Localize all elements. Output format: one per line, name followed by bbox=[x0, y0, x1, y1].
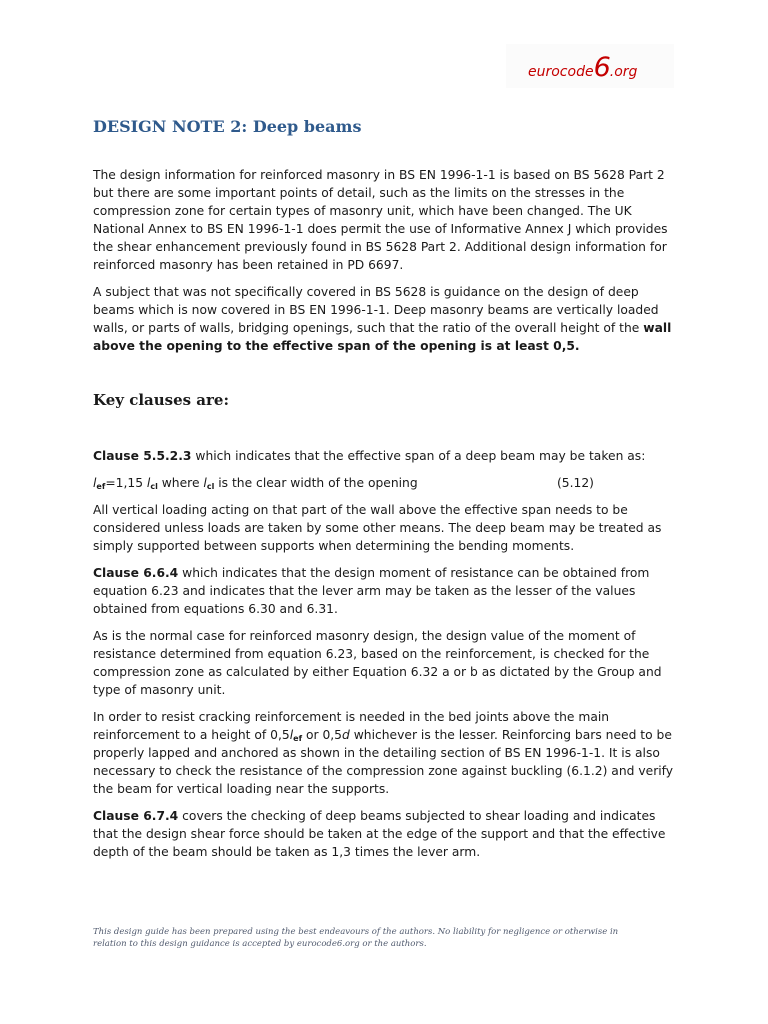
intro-paragraph: The design information for reinforced masonry in BS EN 1996-1-1 is based on BS 5628 Part 2 but there are some important points of detail, such as the limits on the stresses in the compression zone for certain types of masonry unit, which have been changed. The UK National Annex to BS EN 1996-1-1 does permit the use of Informative Annex J which provides the shear enhancement previously found in BS 5628 Part 2. Additional design information for reinforced masonry has been retained in PD 6697. bbox=[93, 168, 668, 272]
disclaimer-footer: This design guide has been prepared using the best endeavours of the authors. No liability for negligence or otherwise in relation to this design guidance is accepted by eurocode6.org or the authors. bbox=[93, 927, 619, 949]
site-logo bbox=[506, 44, 674, 88]
clause-6-6-4-text: which indicates that the design moment of resistance can be obtained from equation 6.23 and indicates that the lever arm may be taken as the lesser of the values obtained from equations 6.30 and 6.31. bbox=[93, 566, 650, 616]
equation-var-l: l bbox=[93, 476, 97, 490]
clause-5-5-2-3-label: Clause 5.5.2.3 bbox=[93, 449, 192, 463]
clause-5-5-2-3-paragraph bbox=[93, 447, 683, 465]
clause-6-6-4-label: Clause 6.6.4 bbox=[93, 566, 179, 580]
cracking-sub-ef: ef bbox=[293, 734, 303, 743]
cracking-text-3: whichever is the lesser. Reinforcing bars need to be properly lapped and anchored as shown in the detailing section of BS EN 1996-1-1. It is also necessary to check the resistance of the compression zone against buckling (6.1.2) and verify the beam for vertical loading near the supports. bbox=[93, 728, 674, 796]
document-body bbox=[93, 166, 683, 870]
cracking-text-2: or 0,5 bbox=[302, 728, 342, 742]
page-title: DESIGN NOTE 2: Deep beams bbox=[93, 117, 362, 136]
cracking-var-d: d bbox=[342, 728, 350, 742]
equation-number: (5.12) bbox=[557, 476, 594, 490]
equation-sub-cl2: cl bbox=[206, 482, 215, 491]
normal-case-paragraph: As is the normal case for reinforced masonry design, the design value of the moment of resistance determined from equation 6.23, based on the reinforcement, is checked for the compression zone as calculated by either Equation 6.32 a or b as dictated by the Group and type of masonry unit. bbox=[93, 629, 662, 697]
logo-text-org: .org bbox=[609, 64, 638, 80]
equation-var-l3: l bbox=[203, 476, 207, 490]
logo-text-eurocode: eurocode bbox=[528, 64, 594, 80]
subject-paragraph bbox=[93, 283, 683, 355]
subject-bold-text: wall above the opening to the effective span of the opening is at least 0,5. bbox=[93, 321, 672, 353]
cracking-text-1: In order to resist cracking reinforcement is needed in the bed joints above the main reinforcement to a height of 0,5 bbox=[93, 710, 610, 742]
clause-6-6-4-paragraph bbox=[93, 564, 683, 618]
key-clauses-heading: Key clauses are: bbox=[93, 391, 230, 409]
equation-middle: =1,15 bbox=[105, 476, 147, 490]
cracking-paragraph bbox=[93, 708, 683, 798]
logo-text-six: 6 bbox=[593, 52, 610, 83]
equation-sub-cl: cl bbox=[150, 482, 158, 491]
subject-text: A subject that was not specifically covered in BS 5628 is guidance on the design of deep beams which is now covered in BS EN 1996-1-1. Deep masonry beams are vertically loaded walls, or parts of walls, bridging openings, such that the ratio of the overall height of the bbox=[93, 285, 659, 335]
clause-6-7-4-label: Clause 6.7.4 bbox=[93, 809, 179, 823]
equation-description: is the clear width of the opening bbox=[214, 476, 418, 490]
loading-paragraph: All vertical loading acting on that part of the wall above the effective span needs to be considered unless loads are taken by some other means. The deep beam may be treated as simply supported between supports when determining the bending moments. bbox=[93, 503, 662, 553]
equation-var-l2: l bbox=[146, 476, 151, 490]
cracking-var-l: l bbox=[289, 728, 294, 742]
clause-5-5-2-3-text: which indicates that the effective span of a deep beam may be taken as: bbox=[191, 449, 646, 463]
equation-where: where bbox=[157, 476, 204, 490]
equation-sub-ef: ef bbox=[96, 482, 106, 491]
equation-5-12 bbox=[93, 474, 683, 492]
clause-6-7-4-paragraph bbox=[93, 807, 683, 861]
clause-6-7-4-text: covers the checking of deep beams subjected to shear loading and indicates that the design shear force should be taken at the edge of the support and that the effective depth of the beam should be taken as 1,3 times the lever arm. bbox=[93, 809, 666, 859]
